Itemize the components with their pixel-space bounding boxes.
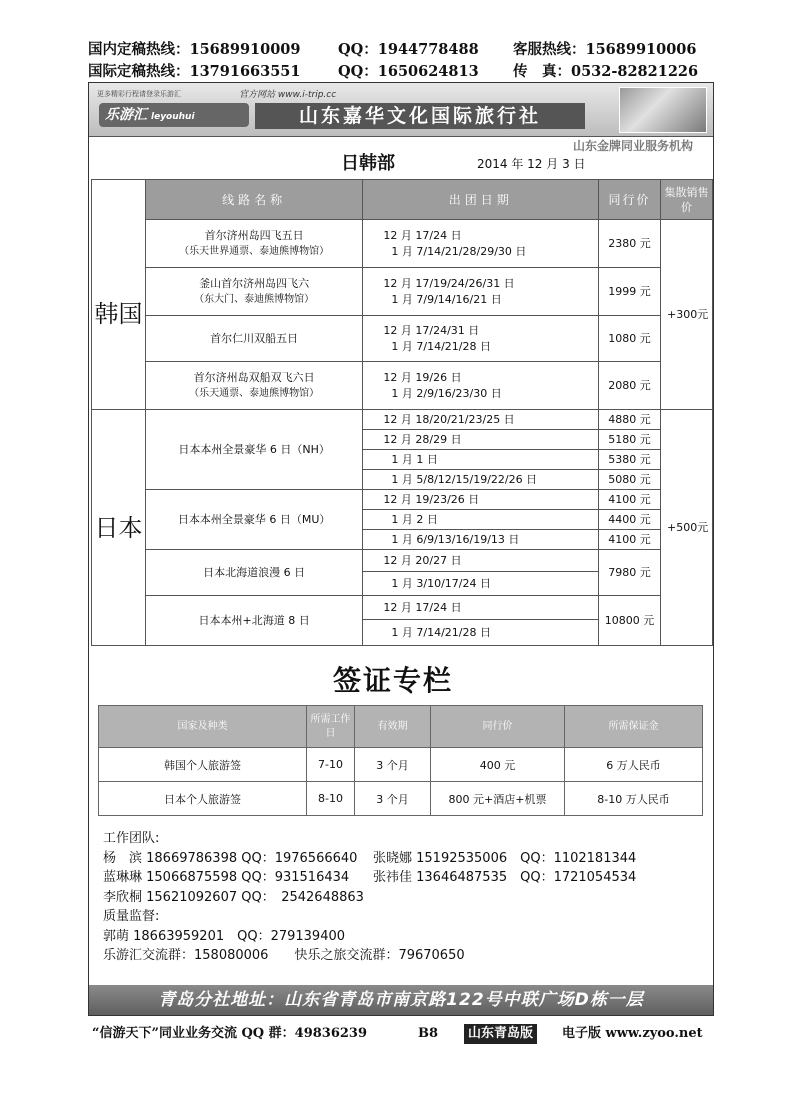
- footer: [92, 1024, 722, 1046]
- price-cell: 4100 元: [599, 490, 661, 510]
- table-row: [99, 748, 703, 782]
- visa-kind: 日本个人旅游签: [99, 782, 307, 816]
- chat-groups: 乐游汇交流群：158080006 快乐之旅交流群：79670650: [103, 948, 465, 963]
- price-cell: 1080 元: [599, 316, 661, 362]
- banner-slogan: 更多精彩行程请登录乐游汇: [97, 90, 181, 98]
- visa-price-header: 同行价: [431, 706, 565, 748]
- price-cell: 2380 元: [599, 220, 661, 268]
- visa-deposit: 8-10 万人民币: [565, 782, 703, 816]
- dates-cell: [363, 316, 599, 362]
- team-line: [103, 868, 637, 888]
- price-cell: 5380 元: [599, 450, 661, 470]
- team-line: [103, 888, 465, 908]
- table-row: [92, 410, 713, 430]
- region-korea: 韩国: [92, 220, 146, 410]
- route-cell: 日本本州全景豪华 6 日（MU）: [145, 490, 362, 550]
- team-title: 工作团队:: [103, 831, 160, 846]
- visa-table: [98, 705, 703, 816]
- table-row: [92, 490, 713, 510]
- team-member: 蓝琳琳 15066875598 QQ：931516434: [103, 870, 350, 885]
- route-name: 首尔仁川双船五日: [210, 331, 299, 345]
- price-cell: 1999 元: [599, 268, 661, 316]
- visa-deposit-header: 所需保证金: [565, 706, 703, 748]
- route-note: （乐天通票、泰迪熊博物馆）: [189, 387, 320, 399]
- team-line: [103, 849, 637, 869]
- footer-edition: 山东青岛版: [464, 1024, 537, 1044]
- tour-header-row: [92, 180, 713, 220]
- visa-valid: 3 个月: [355, 748, 431, 782]
- date-line: 1 月 7/9/14/16/21 日: [391, 292, 502, 306]
- region-header: [92, 180, 146, 220]
- route-cell: 日本北海道浪漫 6 日: [145, 550, 362, 596]
- price-cell: 7980 元: [599, 550, 661, 596]
- visa-valid: 3 个月: [355, 782, 431, 816]
- price-header: 同行价: [599, 180, 661, 220]
- visa-price: 800 元+酒店+机票: [431, 782, 565, 816]
- price-cell: 10800 元: [599, 596, 661, 646]
- date-line: 12 月 17/24 日: [383, 228, 462, 242]
- route-note: （乐天世界通票、泰迪熊博物馆）: [179, 245, 330, 257]
- route-cell: [145, 268, 362, 316]
- route-cell: [145, 362, 362, 410]
- korea-retail-extra: +300元: [661, 220, 713, 410]
- leyouhui-logo: [99, 103, 249, 127]
- dates-cell: 12 月 18/20/21/23/25 日: [363, 410, 599, 430]
- page-frame: [88, 82, 714, 1016]
- dates-cell: 1 月 3/10/17/24 日: [363, 572, 599, 596]
- visa-header-row: [99, 706, 703, 748]
- date-line: 1 月 7/14/21/28 日: [391, 339, 491, 353]
- route-cell: 日本本州全景豪华 6 日（NH）: [145, 410, 362, 490]
- dates-cell: 1 月 7/14/21/28 日: [363, 620, 599, 646]
- dates-header: 出团日期: [363, 180, 599, 220]
- visa-days: 7-10: [307, 748, 355, 782]
- qc-member: 郭萌 18663959201 QQ：279139400: [103, 928, 346, 944]
- dates-cell: 1 月 1 日: [363, 450, 599, 470]
- intl-hotline: 国际定稿热线：13791663551: [88, 63, 301, 80]
- visa-days: 8-10: [307, 782, 355, 816]
- dates-cell: [363, 362, 599, 410]
- price-cell: 4400 元: [599, 510, 661, 530]
- tour-table: [91, 179, 713, 646]
- hotline-row-1: [88, 38, 728, 60]
- dates-cell: 1 月 2 日: [363, 510, 599, 530]
- price-cell: 2080 元: [599, 362, 661, 410]
- visa-valid-header: 有效期: [355, 706, 431, 748]
- logo-text: 乐游汇: [105, 107, 147, 123]
- date-line: 1 月 7/14/21/28/29/30 日: [391, 244, 527, 258]
- dates-cell: 12 月 28/29 日: [363, 430, 599, 450]
- table-row: [92, 316, 713, 362]
- japan-retail-extra: +500元: [661, 410, 713, 646]
- visa-price: 400 元: [431, 748, 565, 782]
- visa-title: 签证专栏: [333, 664, 454, 697]
- qc-title: 质量监督:: [103, 909, 160, 924]
- footer-qq-group: “信游天下”同业业务交流 QQ 群：49836239: [92, 1026, 368, 1041]
- route-name: 釜山首尔济州岛四飞六: [199, 276, 310, 290]
- route-cell: [145, 316, 362, 362]
- team-member: 杨 滨 18669786398 QQ：1976566640: [103, 850, 358, 866]
- logo-en: leyouhui: [151, 112, 195, 122]
- dates-cell: 1 月 5/8/12/15/19/22/26 日: [363, 470, 599, 490]
- table-row: [92, 550, 713, 572]
- route-cell: [145, 220, 362, 268]
- issue-date: 2014 年 12 月 3 日: [477, 157, 586, 171]
- price-cell: 4880 元: [599, 410, 661, 430]
- banner-website: 官方网站 www.i-trip.cc: [239, 90, 337, 100]
- dates-cell: 1 月 6/9/13/16/19/13 日: [363, 530, 599, 550]
- table-row: [92, 596, 713, 620]
- date-line: 1 月 2/9/16/23/30 日: [391, 386, 502, 400]
- team-block: [103, 829, 637, 966]
- table-row: [92, 220, 713, 268]
- region-japan: 日本: [92, 410, 146, 646]
- banner-subtitle: 山东金牌同业服务机构: [573, 139, 694, 153]
- table-row: [92, 362, 713, 410]
- team-member: 张祎佳 13646487535 QQ：1721054534: [373, 870, 637, 885]
- route-name: 首尔济州岛四飞五日: [204, 228, 304, 242]
- intl-qq: QQ：1650624813: [338, 63, 479, 80]
- branch-address: 青岛分社地址：山东省青岛市南京路122号中联广场D栋一层: [89, 985, 713, 1015]
- domestic-qq: QQ：1944778488: [338, 41, 479, 58]
- visa-kind: 韩国个人旅游签: [99, 748, 307, 782]
- footer-page-number: B8: [418, 1026, 439, 1041]
- dates-cell: 12 月 17/24 日: [363, 596, 599, 620]
- visa-days-header: 所需工作日: [307, 706, 355, 748]
- retail-header: 集散销售价: [661, 180, 713, 220]
- route-name: 首尔济州岛双船双飞六日: [193, 370, 315, 384]
- dates-cell: [363, 268, 599, 316]
- price-cell: 5180 元: [599, 430, 661, 450]
- route-cell: 日本本州+北海道 8 日: [145, 596, 362, 646]
- price-cell: 5080 元: [599, 470, 661, 490]
- visa-deposit: 6 万人民币: [565, 748, 703, 782]
- company-name: 山东嘉华文化国际旅行社: [255, 103, 585, 129]
- hotline-block: [88, 38, 728, 82]
- route-header: 线路名称: [145, 180, 362, 220]
- service-hotline: 客服热线：15689910006: [513, 41, 697, 58]
- date-line: 12 月 17/19/24/26/31 日: [383, 276, 515, 290]
- dates-cell: 12 月 19/23/26 日: [363, 490, 599, 510]
- team-member: 张晓娜 15192535006 QQ：1102181344: [373, 850, 637, 866]
- table-row: [92, 268, 713, 316]
- fax: 传 真：0532-82821226: [513, 63, 699, 80]
- table-row: [99, 782, 703, 816]
- dates-cell: 12 月 20/27 日: [363, 550, 599, 572]
- price-cell: 4100 元: [599, 530, 661, 550]
- date-line: 12 月 17/24/31 日: [383, 323, 480, 337]
- dept-title: 日韩部: [341, 153, 395, 174]
- hotline-row-2: [88, 60, 728, 82]
- company-banner: [89, 83, 713, 137]
- footer-web: 电子版 www.zyoo.net: [562, 1026, 703, 1041]
- dates-cell: [363, 220, 599, 268]
- date-line: 12 月 19/26 日: [383, 370, 462, 384]
- team-member: 李欣桐 15621092607 QQ： 2542648863: [103, 889, 364, 905]
- visa-kind-header: 国家及种类: [99, 706, 307, 748]
- banner-photo: [619, 87, 707, 133]
- route-note: （东大门、泰迪熊博物馆）: [194, 293, 315, 305]
- domestic-hotline: 国内定稿热线：15689910009: [88, 41, 301, 58]
